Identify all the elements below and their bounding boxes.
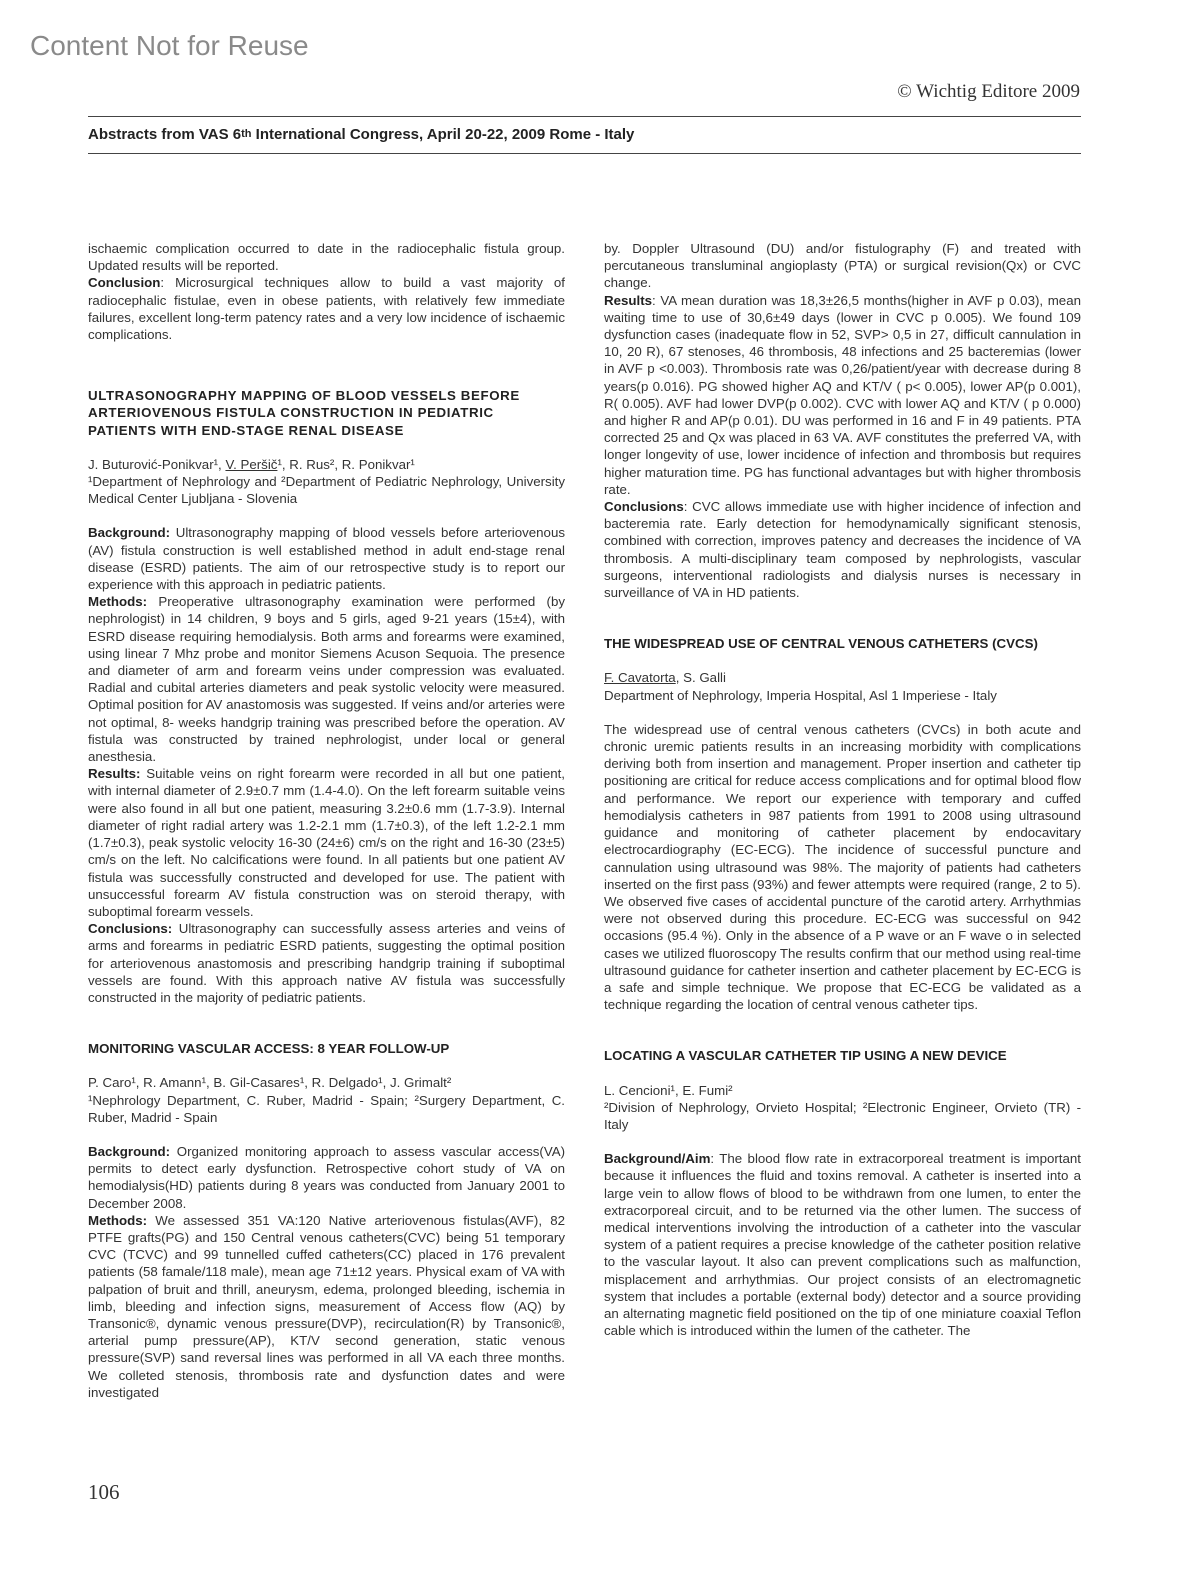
abstract-authors: F. Cavatorta, S. Galli <box>604 670 726 686</box>
abstract-results: Results: Suitable veins on right forearm were recorded in all but one patient, with internal diameter of 2.9±0.7 mm (1.4-4.0). On the left forearm suitable veins were also found in all but one patient, measuring 3.2±0.6 mm (1.7-3.9). Internal diameter of right radial artery was 1.2-2.1 mm (1.7±0.3), of the left 1.2-2.1 mm (1.7±0.3), peak systolic velocity 16-30 (24±6) cm/s on the right and 16-30 (23±5) cm/s on the left. No calcifications were found. In all patients but one patient AV fistula was successfully constructed and developed for use. The patient with unsuccessful forearm AV fistula construction was on steroid therapy, with suboptimal forearm vessels. <box>88 766 565 919</box>
abstract-affiliation: ¹Department of Nephrology and ²Department of Pediatric Nephrology, University Medical Center Ljubljana - Slovenia <box>88 474 565 507</box>
abstract-authors: J. Buturović-Ponikvar¹, V. Peršič¹, R. Rus², R. Ponikvar¹ <box>88 456 415 472</box>
methods-continued: by. Doppler Ultrasound (DU) and/or fistulography (F) and treated with percutaneous transluminal angioplasty (PTA) or surgical revision(Qx) or CVC change. <box>604 241 1081 291</box>
abstract-conclusions: Conclusions: CVC allows immediate use with higher incidence of infection and bacteremia rate. Early detection for hemodynamically significant stenosis, combined with correction, improves patency and decreases the incidence of VA thrombosis. A multi-disciplinary team composed by nephrologists, vascular surgeons, interventional radiologists and dialysis nurses is necessary in surveillance of VA in HD patients. <box>604 499 1081 601</box>
abstract-background: Background: Ultrasonography mapping of blood vessels before arteriovenous (AV) fistula construction is well established method in adult end-stage renal disease (ESRD) patients. The aim of our retrospective study is to report our experience with this approach in pediatric patients. <box>88 525 565 593</box>
page-number: 106 <box>88 1480 120 1504</box>
copyright-notice: © Wichtig Editore 2009 <box>897 81 1080 102</box>
abstract-background: Background/Aim: The blood flow rate in extracorporeal treatment is important because it influences the fluid and toxins removal. A catheter is inserted into a large vein to allow flows of blood to be withdrawn from one lumen, to enter the extracorporeal circuit, and to be returned via the other lumen. The success of medical interventions involving the introduction of a catheter into the vascular system of a patient requires a precise knowledge of the catheter position relative to the vascular layout. It also can prevent complications such as malfunction, misplacement and arrhythmias. Our project consists of an electromagnetic system that includes a portable (external body) detector and a source providing an alternating magnetic field positioned on the tip of one miniature coaxial Teflon cable which is introduced within the lumen of the catheter. The <box>604 1151 1081 1339</box>
abstract-authors: P. Caro¹, R. Amann¹, B. Gil-Casares¹, R. Delgado¹, J. Grimalt² <box>88 1075 452 1091</box>
abstract-title: ULTRASONOGRAPHY MAPPING OF BLOOD VESSELS BEFORE ARTERIOVENOUS FISTULA CONSTRUCTION IN PEDIATRIC PATIENTS WITH END-STAGE RENAL DISEASE <box>88 388 520 438</box>
abstract-title: MONITORING VASCULAR ACCESS: 8 YEAR FOLLOW-UP <box>88 1041 450 1057</box>
right-column <box>604 240 1081 1339</box>
abstract-affiliation: Department of Nephrology, Imperia Hospital, Asl 1 Imperiese - Italy <box>604 687 997 703</box>
abstract-affiliation: ²Division of Nephrology, Orvieto Hospital; ²Electronic Engineer, Orvieto (TR) - Italy <box>604 1099 1081 1132</box>
intro-text: ischaemic complication occurred to date in the radiocephalic fistula group. Updated results will be reported. <box>88 241 565 274</box>
abstract-methods: Methods: Preoperative ultrasonography examination were performed (by nephrologist) in 14 children, 9 boys and 5 girls, aged 9-21 years (15±4), with ESRD disease requiring hemodialysis. Both arms and forearms were examined, using linear 7 Mhz probe and monitor Siemens Acuson Sequoia. The presence and diameter of arm and forearm veins under compression was evaluated. Radial and cubital arteries diameters and peak systolic velocity were measured. Optimal position for AV anastomosis was suggested. If veins and/or arteries were not optimal, 8- weeks handgrip training was prescribed before the operation. AV fistula was constructed by trained nephrologist, under local or general anesthesia. <box>88 594 565 765</box>
abstract-authors: L. Cencioni¹, E. Fumi² <box>604 1082 733 1098</box>
watermark: Content Not for Reuse <box>30 30 309 61</box>
abstract-body: The widespread use of central venous catheters (CVCs) in both acute and chronic uremic patients results in an increasing morbidity with complications deriving both from insertion and management. Proper insertion and catheter tip positioning are critical for reduce access complications and for optimal blood flow and performance. We report our experience with temporary and cuffed hemodialysis catheters in 987 patients from 1991 to 2008 using ultrasound guidance and monitoring of catheter placement by endocavitary electrocardiography (EC-ECG). The incidence of successful puncture and cannulation using ultrasound was 98%. The majority of patients had catheters inserted on the first pass (93%) and fewer attempts were required (range, 2 to 5). We observed five cases of accidental puncture of the carotid artery. Arrhythmias were not observed during this procedure. EC-ECG was successful on 942 occasions (95.4 %). Only in the absence of a P wave or an F wave o in selected cases we utilized fluoroscopy The results confirm that our method using real-time ultrasound guidance for catheter insertion and catheter placement by EC-ECG is a safe and simple technique. We propose that EC-ECG be validated as a technique regarding the location of central venous catheter tips. <box>604 721 1081 1013</box>
abstract-title: LOCATING A VASCULAR CATHETER TIP USING A NEW DEVICE <box>604 1048 1007 1064</box>
abstract-results: Results: VA mean duration was 18,3±26,5 months(higher in AVF p 0.03), mean waiting time to use of 30,6±49 days (lower in CVC p 0.005). We found 109 dysfunction cases (inadequate flow in 52, SVP> 0,5 in 27, difficult cannulation in 10, 20 R), 67 stenoses, 46 thrombosis, 48 infections and 25 bacteremias (lower in AVF p <0.003). Thrombosis rate was 0,26/patient/year with decrease during 8 years(p 0.016). PG showed higher AQ and KT/V ( p< 0.005), lower AP(p 0.001), R( 0.005). AVF had lower DVP(p 0.002). CVC with lower AQ and KT/V ( p 0.000) and higher R and AP(p 0.01). DU was performed in 16 and F in 49 patients. PTA corrected 25 and Qx was placed in 63 VA. AVF constitutes the preferred VA, with longer longevity of use, lower incidence of infection and thrombosis but requires higher maturation time. PG has functional advantages but with higher thrombosis rate. <box>604 292 1081 497</box>
abstract-conclusions: Conclusions: Ultrasonography can successfully assess arteries and veins of arms and forearms in pediatric ESRD patients, suggesting the optimal position for arteriovenous anastomosis and prescribing handgrip training if suboptimal vessels are found. With this approach native AV fistula was successfully constructed in the majority of pediatric patients. <box>88 921 565 1005</box>
abstract-background: Background: Organized monitoring approach to assess vascular access(VA) permits to detect early dysfunction. Retrospective cohort study of VA on hemodialysis(HD) patients during 8 years was conducted from January 2001 to December 2008. <box>88 1143 565 1211</box>
header-top-rule <box>88 116 1081 117</box>
intro-conclusion: Conclusion: Microsurgical techniques allow to build a vast majority of radiocephalic fistulae, even in obese patients, with relatively few immediate failures, excellent long-term patency rates and a very low incidence of ischaemic complications. <box>88 275 565 343</box>
left-column <box>88 240 565 1401</box>
abstract-title: THE WIDESPREAD USE OF CENTRAL VENOUS CATHETERS (CVCS) <box>604 636 1038 652</box>
abstract-affiliation: ¹Nephrology Department, C. Ruber, Madrid - Spain; ²Surgery Department, C. Ruber, Madrid - Spain <box>88 1092 565 1125</box>
header-bottom-rule <box>88 153 1081 154</box>
journal-header: Abstracts from VAS 6th International Congress, April 20-22, 2009 Rome - Italy <box>88 126 635 143</box>
abstract-methods: Methods: We assessed 351 VA:120 Native arteriovenous fistulas(AVF), 82 PTFE grafts(PG) and 150 Central venous catheters(CVC) being 51 temporary CVC (TCVC) and 99 tunnelled cuffed catheters(CC) placed in 176 prevalent patients (58 famale/118 male), mean age 71±12 years. Physical exam of VA with palpation of bruit and thrill, aneurysm, edema, prolonged bleeding, ischemia in limb, bleeding and infection signs, measurement of Access flow (AQ) by Transonic®, dynamic venous pressure(DVP), recirculation(R) by Transonic®, arterial pump pressure(AP), KT/V second generation, static venous pressure(SVP) sand reversal lines was performed in all VA each three months. We colleted stenosis, thrombosis rate and dysfunction dates and were investigated <box>88 1212 565 1400</box>
